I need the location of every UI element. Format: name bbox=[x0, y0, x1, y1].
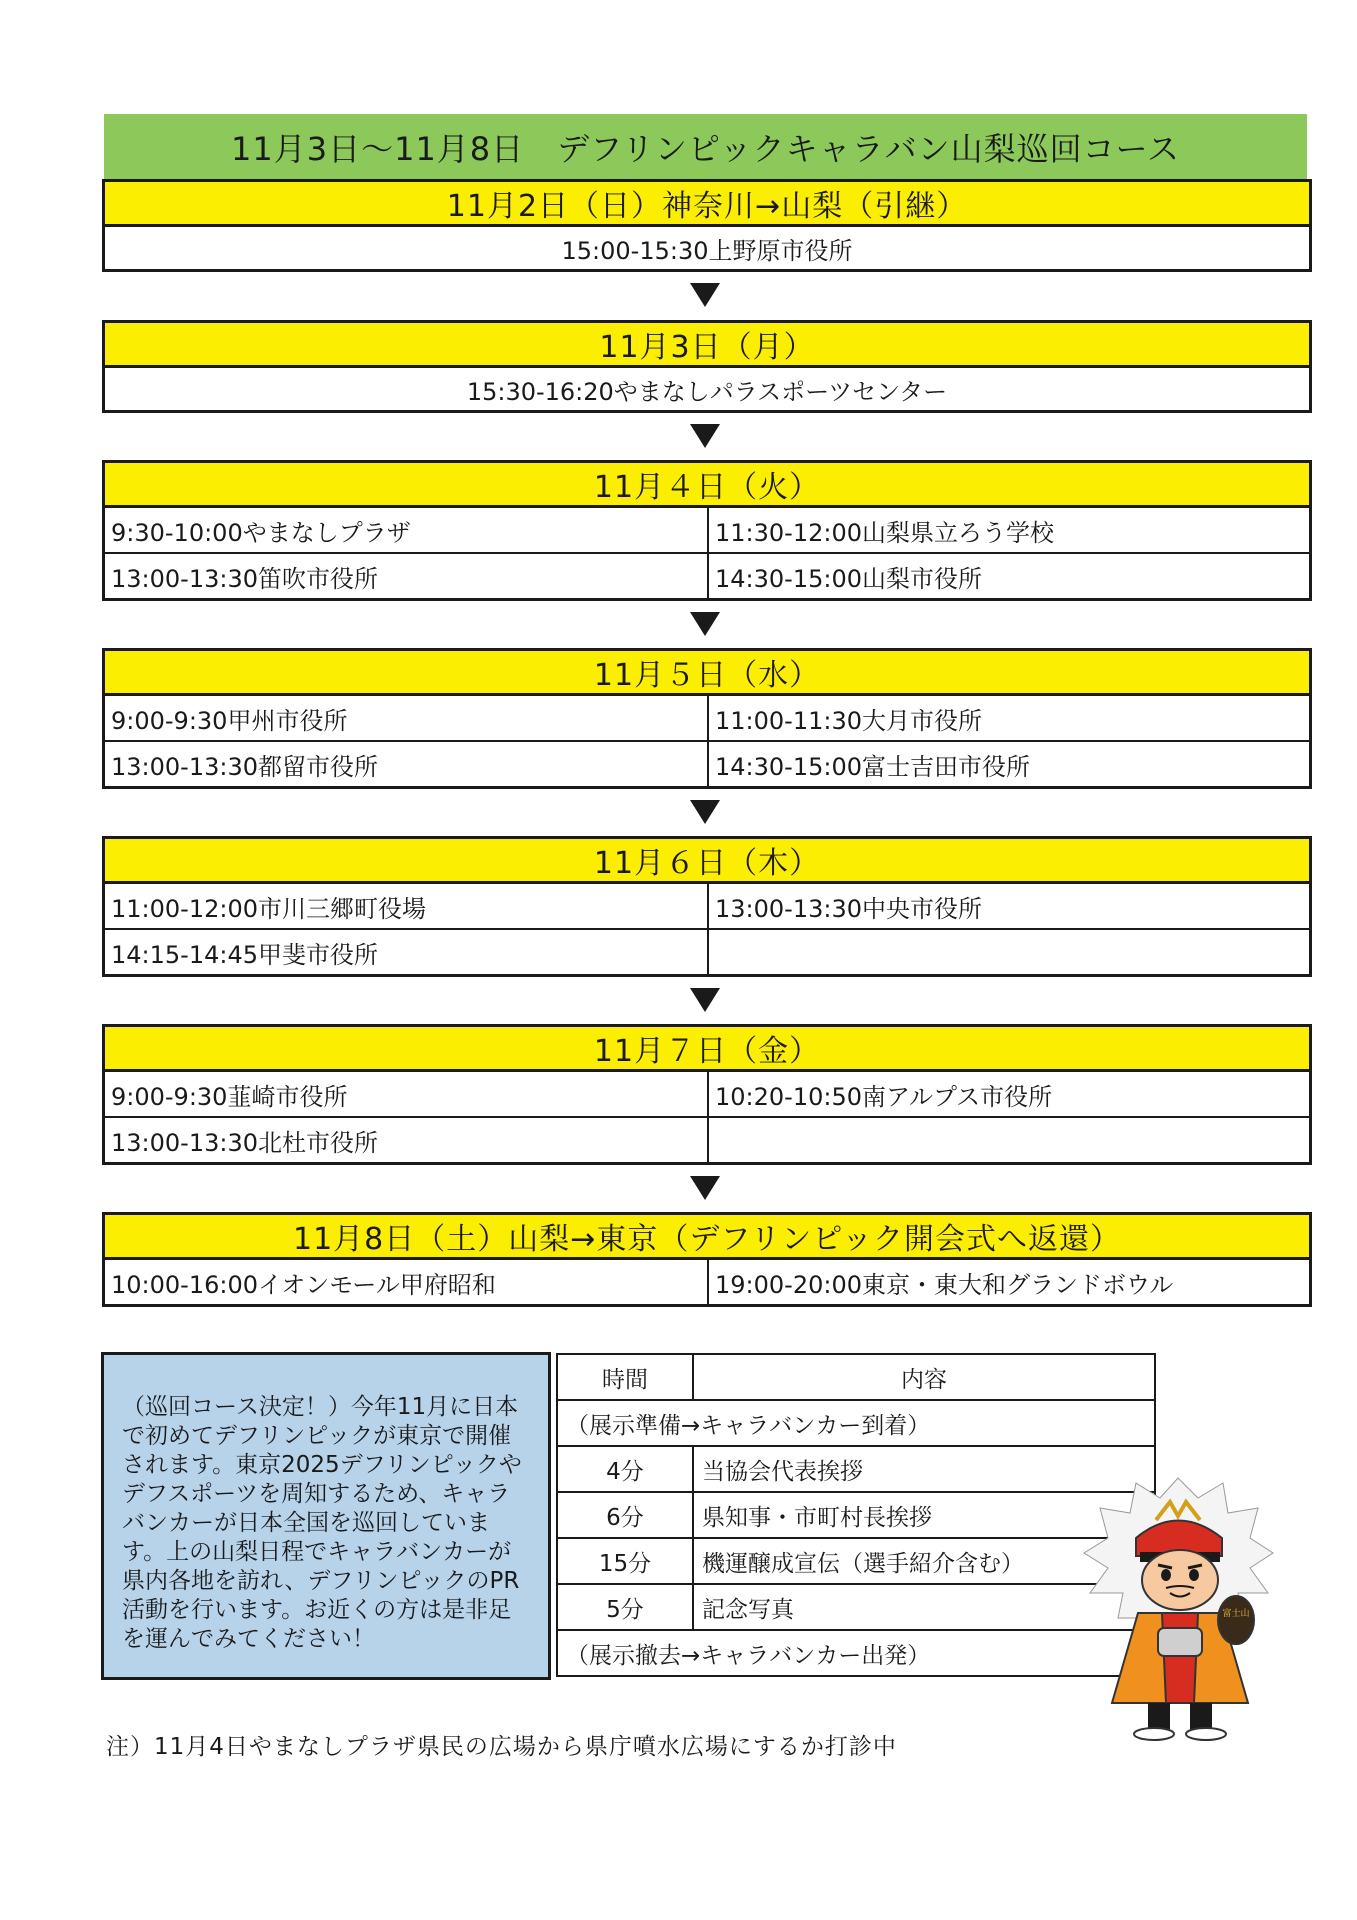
empty-cell bbox=[707, 930, 1309, 974]
down-arrow-icon bbox=[690, 283, 720, 307]
footnote: 注）11月4日やまなしプラザ県民の広場から県庁噴水広場にするか打診中 bbox=[106, 1734, 897, 1760]
stop-entry: 14:30-15:00富士吉田市役所 bbox=[707, 742, 1309, 786]
day-block-nov3 bbox=[102, 320, 1312, 413]
table-row: 5分 記念写真 bbox=[557, 1584, 1155, 1630]
day-header: 11月６日（木） bbox=[105, 839, 1309, 884]
day-block-nov5 bbox=[102, 648, 1312, 789]
event-schedule-table bbox=[556, 1353, 1156, 1677]
down-arrow-icon bbox=[690, 800, 720, 824]
day-block-nov2 bbox=[102, 179, 1312, 272]
stop-entry: 15:00-15:30上野原市役所 bbox=[561, 236, 853, 265]
down-arrow-icon bbox=[690, 612, 720, 636]
stop-entry: 15:30-16:20やまなしパラスポーツセンター bbox=[466, 377, 948, 406]
column-header-content: 内容 bbox=[693, 1354, 1155, 1400]
table-row: 6分 県知事・市町村長挨拶 bbox=[557, 1492, 1155, 1538]
schedule-end-row: （展示撤去→キャラバンカー出発） bbox=[557, 1630, 1155, 1676]
stop-entry: 10:20-10:50南アルプス市役所 bbox=[707, 1072, 1309, 1116]
day-header: 11月５日（水） bbox=[105, 651, 1309, 696]
stop-entry: 9:00-9:30韮崎市役所 bbox=[111, 1082, 348, 1111]
day-header: 11月3日（月） bbox=[105, 323, 1309, 368]
day-header: 11月４日（火） bbox=[105, 463, 1309, 508]
stop-entry: 9:30-10:00やまなしプラザ bbox=[111, 518, 411, 547]
table-row: 15分 機運醸成宣伝（選手紹介含む） bbox=[557, 1538, 1155, 1584]
page-title: 11月3日～11月8日 デフリンピックキャラバン山梨巡回コース bbox=[104, 114, 1307, 180]
stop-entry: 13:00-13:30北杜市役所 bbox=[111, 1128, 378, 1157]
stop-entry: 11:00-11:30大月市役所 bbox=[707, 696, 1309, 740]
day-block-nov6 bbox=[102, 836, 1312, 977]
stop-entry: 13:00-13:30笛吹市役所 bbox=[111, 564, 378, 593]
day-block-nov7 bbox=[102, 1024, 1312, 1165]
day-header: 11月７日（金） bbox=[105, 1027, 1309, 1072]
stop-entry: 13:00-13:30中央市役所 bbox=[707, 884, 1309, 928]
stop-entry: 9:00-9:30甲州市役所 bbox=[111, 706, 348, 735]
info-box: （巡回コース決定！）今年11月に日本で初めてデフリンピックが東京で開催されます。東京2025デフリンピックやデフスポーツを周知するため、キャラバンカーが日本全国を巡回しています。上の山梨日程でキャラバンカーが県内各地を訪れ、デフリンピックのPR活動を行います。お近くの方は是非足を運んでみてください！ bbox=[101, 1352, 551, 1680]
schedule-start-row: （展示準備→キャラバンカー到着） bbox=[557, 1400, 1155, 1446]
down-arrow-icon bbox=[690, 424, 720, 448]
empty-cell bbox=[707, 1118, 1309, 1162]
day-header: 11月8日（土）山梨→東京（デフリンピック開会式へ返還） bbox=[105, 1215, 1309, 1260]
column-header-time: 時間 bbox=[557, 1354, 693, 1400]
stop-entry: 14:15-14:45甲斐市役所 bbox=[111, 940, 378, 969]
stop-entry: 19:00-20:00東京・東大和グランドボウル bbox=[707, 1260, 1309, 1304]
mascot-fan-text: 富士山 bbox=[1222, 1609, 1250, 1619]
stop-entry: 14:30-15:00山梨市役所 bbox=[707, 554, 1309, 598]
down-arrow-icon bbox=[690, 988, 720, 1012]
table-row: 4分 当協会代表挨拶 bbox=[557, 1446, 1155, 1492]
day-header: 11月2日（日）神奈川→山梨（引継） bbox=[105, 182, 1309, 227]
samurai-mascot-icon bbox=[1078, 1468, 1278, 1748]
stop-entry: 13:00-13:30都留市役所 bbox=[111, 752, 378, 781]
day-block-nov4 bbox=[102, 460, 1312, 601]
stop-entry: 11:00-12:00市川三郷町役場 bbox=[111, 894, 426, 923]
down-arrow-icon bbox=[690, 1176, 720, 1200]
stop-entry: 10:00-16:00イオンモール甲府昭和 bbox=[111, 1270, 496, 1299]
stop-entry: 11:30-12:00山梨県立ろう学校 bbox=[707, 508, 1309, 552]
day-block-nov8 bbox=[102, 1212, 1312, 1307]
